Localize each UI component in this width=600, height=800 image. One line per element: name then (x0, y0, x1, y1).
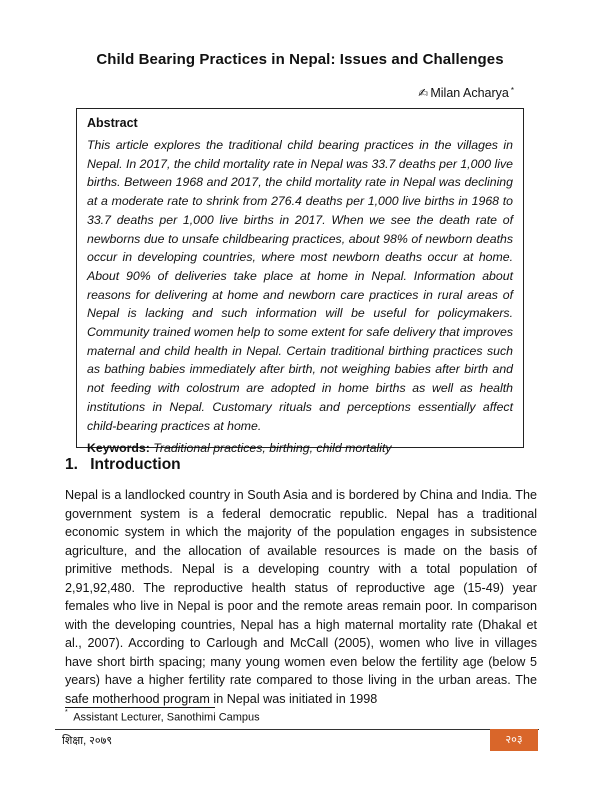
author-name: Milan Acharya (430, 86, 509, 100)
section-number: 1. (65, 456, 78, 473)
footnote-marker: * (65, 709, 68, 716)
author-footnote-marker: * (510, 85, 514, 95)
keywords-label: Keywords: (87, 441, 150, 456)
introduction-paragraph: Nepal is a landlocked country in South Asia and is bordered by China and India. The government system is a federal democratic republic. Nepal has a traditional economic system in which the majority of the population engages in subsistence agriculture, and the allocation of available resources is made on the basis of primitive methods. Nepal is a developing country with a total population of 2,91,92,480. The reproductive health status of reproductive age (15-49) year females who live in Nepal is poor and the remote areas remain poor. In comparison with the developing countries, Nepal has a high maternal mortality rate (Dhakal et al., 2007). According to Carlough and McCall (2005), women who live in villages have short birth spacing; many young women even below the fertility age (below 5 years) have a higher fertility rate compared to those living in the urban areas. The safe motherhood program in Nepal was initiated in 1998 (65, 488, 537, 706)
abstract-box (76, 108, 524, 456)
pen-icon: ✍ (418, 86, 429, 100)
journal-footer: शिक्षा, २०७९ (62, 735, 113, 747)
footnote (65, 711, 260, 724)
abstract-heading: Abstract (87, 116, 138, 130)
section-heading (65, 456, 181, 474)
keywords-list: Traditional practices, birthing, child mortality (153, 441, 392, 456)
paper-title: Child Bearing Practices in Nepal: Issues and Challenges (96, 51, 504, 68)
page-number: २०३ (490, 729, 538, 751)
footer-divider (55, 729, 539, 730)
abstract-text: This article explores the traditional child bearing practices in the villages in Nepal. In 2017, the child mortality rate in Nepal was 33.7 deaths per 1,000 live births. Between 1968 and 2017, the child mortality rate in Nepal was declining at a moderate rate to shrink from 276.4 deaths per 1,000 live births in 1968 to 33.7 deaths per 1,000 live births in 2017. When we see the death rate of newborns due to unsafe childbearing practices, about 98% of newborn deaths occur in developing countries, where most newborn deaths occur at home. About 90% of deliveries take place at home in Nepal. Information about reasons for delivering at home and newborn care practices in rural areas of Nepal is lacking and such information will be useful for policymakers. Community trained women help to some extent for safe delivery that improves maternal and child health in Nepal. Certain traditional birthing practices such as bathing babies immediately after birth, not weighing babies after birth and not feeding with colostrum are adopted in home births as well as health institutions in Nepal. Customary rituals and perceptions essentially affect child-bearing practices at home. (87, 138, 513, 433)
footnote-text: Assistant Lecturer, Sanothimi Campus (73, 711, 260, 724)
author-line (418, 86, 514, 100)
keywords-line (87, 441, 513, 455)
footnote-divider (65, 707, 215, 708)
section-title: Introduction (90, 456, 181, 473)
